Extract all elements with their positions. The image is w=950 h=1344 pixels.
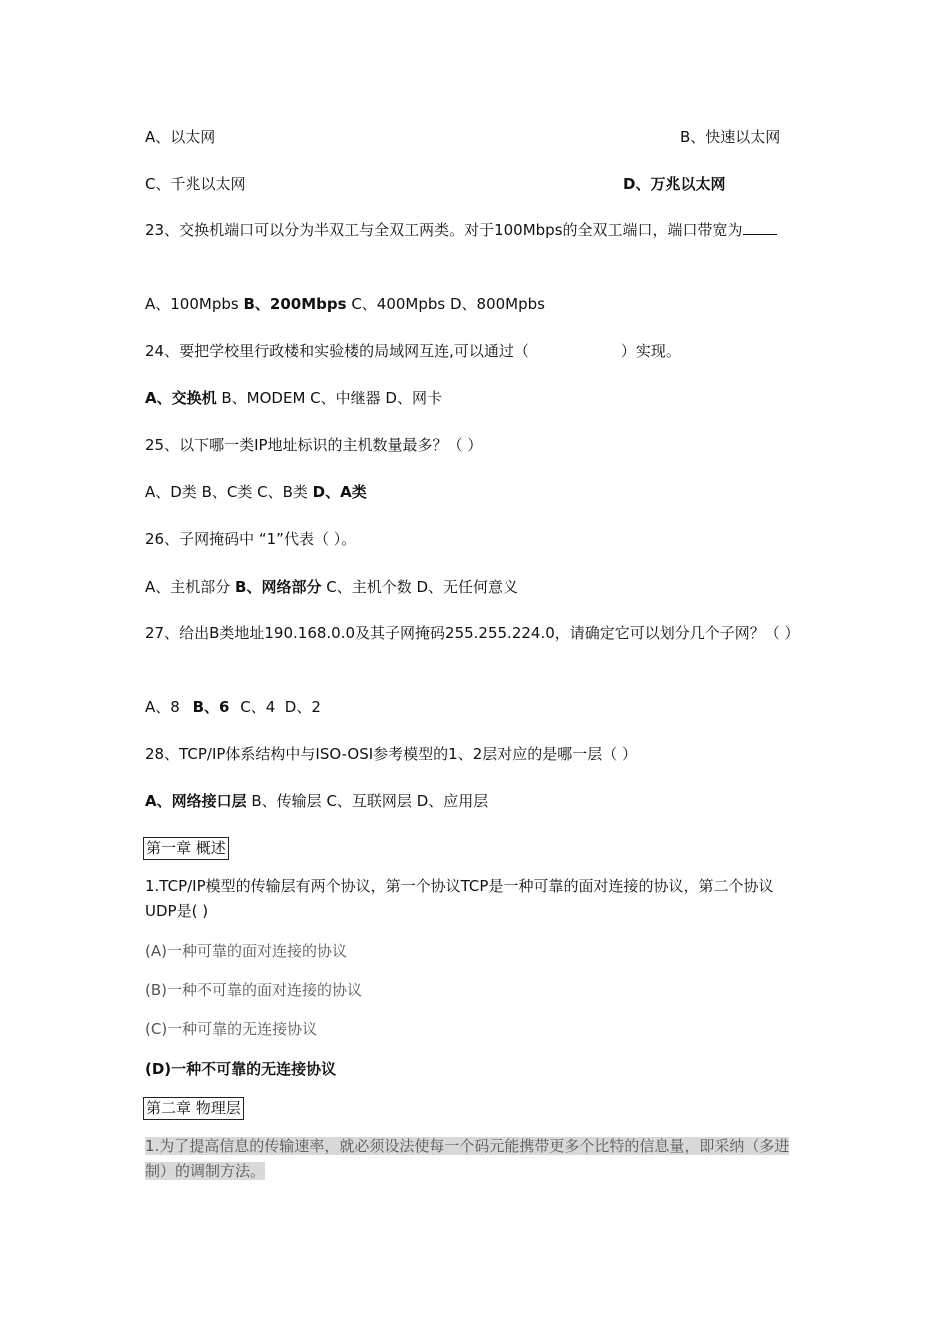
q28-option-a-answer: A、网络接口层 xyxy=(145,792,247,810)
q22-option-a: A、以太网 xyxy=(145,128,216,146)
q24-stem-post: ）实现。 xyxy=(620,342,681,360)
q27-option-b-answer: B、6 xyxy=(192,698,230,716)
q24-option-rest: B、MODEM C、中继器 D、网卡 xyxy=(216,389,442,407)
q27-option-a: A、8 xyxy=(145,698,185,716)
q23-stem xyxy=(145,218,805,243)
q27-stem: 27、给出B类地址190.168.0.0及其子网掩码255.255.224.0，请确定它可以划分几个子网？（ ） xyxy=(145,624,800,642)
chapter-1-option-d-answer: (D)一种不可靠的无连接协议 xyxy=(145,1060,337,1078)
q27-option-rest: C、4 D、2 xyxy=(235,698,321,716)
q23-stem-text: 23、交换机端口可以分为半双工与全双工两类。对于100Mbps的全双工端口，端口带宽为 xyxy=(145,221,743,239)
chapter-1-q1-stem: 1.TCP/IP模型的传输层有两个协议，第一个协议TCP是一种可靠的面对连接的协议，第二个协议UDP是( ) xyxy=(145,877,774,920)
q27-options xyxy=(145,697,321,717)
chapter-2-q1 xyxy=(145,1134,800,1184)
chapter-2-heading: 第二章 物理层 xyxy=(143,1097,244,1120)
q22-option-d-answer: D、万兆以太网 xyxy=(623,175,726,193)
chapter-1-option-a: (A)一种可靠的面对连接的协议 xyxy=(145,942,347,960)
q26-option-a: A、主机部分 xyxy=(145,578,236,596)
q25-option-rest: A、D类 B、C类 C、B类 xyxy=(145,483,313,501)
q25-stem: 25、以下哪一类IP地址标识的主机数量最多？（ ） xyxy=(145,436,483,454)
q24-stem xyxy=(145,341,681,361)
q23-option-b-answer: B、200Mbps xyxy=(243,295,347,313)
q23-option-rest: C、400Mpbs D、800Mpbs xyxy=(346,295,545,313)
chapter-2-q1-highlighted-text: 1.为了提高信息的传输速率，就必须设法使每一个码元能携带更多个比特的信息量，即采纳（多进制）的调制方法。 xyxy=(145,1137,790,1180)
q24-option-a-answer: A、交换机 xyxy=(145,389,217,407)
q24-options xyxy=(145,388,442,408)
q22-option-b: B、快速以太网 xyxy=(680,128,781,146)
q24-stem-pre: 24、要把学校里行政楼和实验楼的局域网互连,可以通过（ xyxy=(145,342,529,360)
q28-options xyxy=(145,791,488,811)
q26-option-rest: C、主机个数 D、无任何意义 xyxy=(321,578,519,596)
q25-options xyxy=(145,482,367,502)
q25-option-d-answer: D、A类 xyxy=(312,483,367,501)
chapter-1-option-b: (B)一种不可靠的面对连接的协议 xyxy=(145,981,362,999)
chapter-1-option-c: (C)一种可靠的无连接协议 xyxy=(145,1020,318,1038)
q26-option-b-answer: B、网络部分 xyxy=(235,578,322,596)
q28-stem: 28、TCP/IP体系结构中与ISO-OSI参考模型的1、2层对应的是哪一层（ ） xyxy=(145,745,638,763)
q26-stem: 26、子网掩码中 “1”代表（ ）。 xyxy=(145,530,357,548)
answer-blank xyxy=(743,220,777,235)
q26-options xyxy=(145,577,518,597)
q23-options xyxy=(145,294,545,314)
q22-option-c: C、千兆以太网 xyxy=(145,175,246,193)
chapter-1-heading: 第一章 概述 xyxy=(143,837,229,860)
q23-option-a: A、100Mpbs xyxy=(145,295,244,313)
q28-option-rest: B、传输层 C、互联网层 D、应用层 xyxy=(246,792,489,810)
